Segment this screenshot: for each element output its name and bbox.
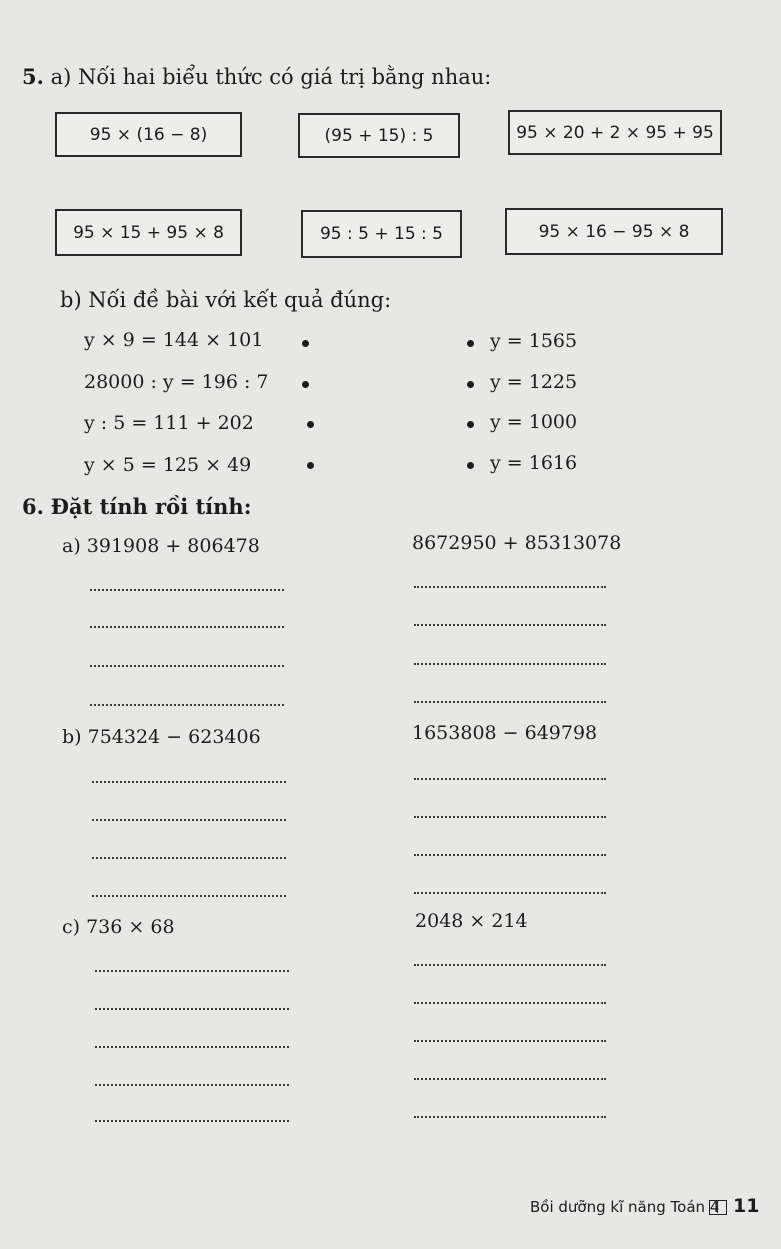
answer-line[interactable] — [95, 1046, 289, 1048]
answer-line[interactable] — [90, 589, 284, 591]
expression-box-2[interactable]: (95 + 15) : 5 — [298, 113, 460, 158]
footer-book-title: Bồi dưỡng kĩ năng Toán 4 — [530, 1198, 720, 1216]
match-dot-left-3[interactable] — [307, 421, 314, 428]
result-right-3: y = 1000 — [490, 411, 578, 433]
answer-line[interactable] — [414, 964, 606, 966]
exercise-6-title: Đặt tính rồi tính: — [50, 494, 252, 519]
answer-line[interactable] — [414, 1078, 606, 1080]
exercise-6-heading — [22, 494, 251, 519]
problem-a-left: a) 391908 + 806478 — [62, 535, 260, 557]
result-right-1: y = 1565 — [490, 330, 578, 352]
answer-line[interactable] — [414, 1002, 606, 1004]
answer-line[interactable] — [414, 816, 606, 818]
expression-box-5[interactable]: 95 : 5 + 15 : 5 — [301, 210, 462, 258]
answer-line[interactable] — [414, 624, 606, 626]
answer-line[interactable] — [92, 781, 286, 783]
match-dot-right-1[interactable] — [467, 340, 474, 347]
answer-line[interactable] — [414, 586, 606, 588]
book-icon — [709, 1200, 727, 1215]
answer-line[interactable] — [414, 854, 606, 856]
answer-line[interactable] — [414, 778, 606, 780]
expression-box-1[interactable]: 95 × (16 − 8) — [55, 112, 242, 157]
exercise-5b-instruction: b) Nối đề bài với kết quả đúng: — [60, 288, 392, 312]
problem-c-left: c) 736 × 68 — [62, 916, 175, 938]
answer-line[interactable] — [95, 1084, 289, 1086]
problem-a-right: 8672950 + 85313078 — [412, 532, 622, 554]
match-dot-left-2[interactable] — [302, 381, 309, 388]
answer-line[interactable] — [90, 626, 284, 628]
problem-b-right: 1653808 − 649798 — [412, 722, 598, 744]
exercise-5-heading — [22, 64, 491, 89]
equation-left-3: y : 5 = 111 + 202 — [84, 412, 254, 434]
answer-line[interactable] — [414, 701, 606, 703]
equation-left-1: y × 9 = 144 × 101 — [84, 329, 264, 351]
answer-line[interactable] — [92, 819, 286, 821]
result-right-2: y = 1225 — [490, 371, 578, 393]
exercise-5a-instruction: a) Nối hai biểu thức có giá trị bằng nhau: — [50, 65, 492, 89]
page-number: 11 — [733, 1195, 760, 1217]
match-dot-left-4[interactable] — [307, 462, 314, 469]
equation-left-2: 28000 : y = 196 : 7 — [84, 371, 269, 393]
expression-box-6[interactable]: 95 × 16 − 95 × 8 — [505, 208, 723, 255]
match-dot-right-3[interactable] — [467, 421, 474, 428]
answer-line[interactable] — [92, 857, 286, 859]
answer-line[interactable] — [95, 1120, 289, 1122]
expression-box-3[interactable]: 95 × 20 + 2 × 95 + 95 — [508, 110, 722, 155]
answer-line[interactable] — [414, 663, 606, 665]
answer-line[interactable] — [90, 704, 284, 706]
answer-line[interactable] — [414, 892, 606, 894]
equation-left-4: y × 5 = 125 × 49 — [84, 454, 252, 476]
match-dot-right-4[interactable] — [467, 462, 474, 469]
answer-line[interactable] — [95, 1008, 289, 1010]
answer-line[interactable] — [95, 970, 289, 972]
answer-line[interactable] — [92, 895, 286, 897]
expression-box-4[interactable]: 95 × 15 + 95 × 8 — [55, 209, 242, 256]
exercise-6-number: 6. — [22, 494, 44, 519]
match-dot-left-1[interactable] — [302, 340, 309, 347]
answer-line[interactable] — [414, 1040, 606, 1042]
answer-line[interactable] — [90, 665, 284, 667]
match-dot-right-2[interactable] — [467, 381, 474, 388]
problem-c-right: 2048 × 214 — [415, 910, 528, 932]
problem-b-left: b) 754324 − 623406 — [62, 726, 261, 748]
result-right-4: y = 1616 — [490, 452, 578, 474]
answer-line[interactable] — [414, 1116, 606, 1118]
exercise-5-number: 5. — [22, 64, 44, 89]
